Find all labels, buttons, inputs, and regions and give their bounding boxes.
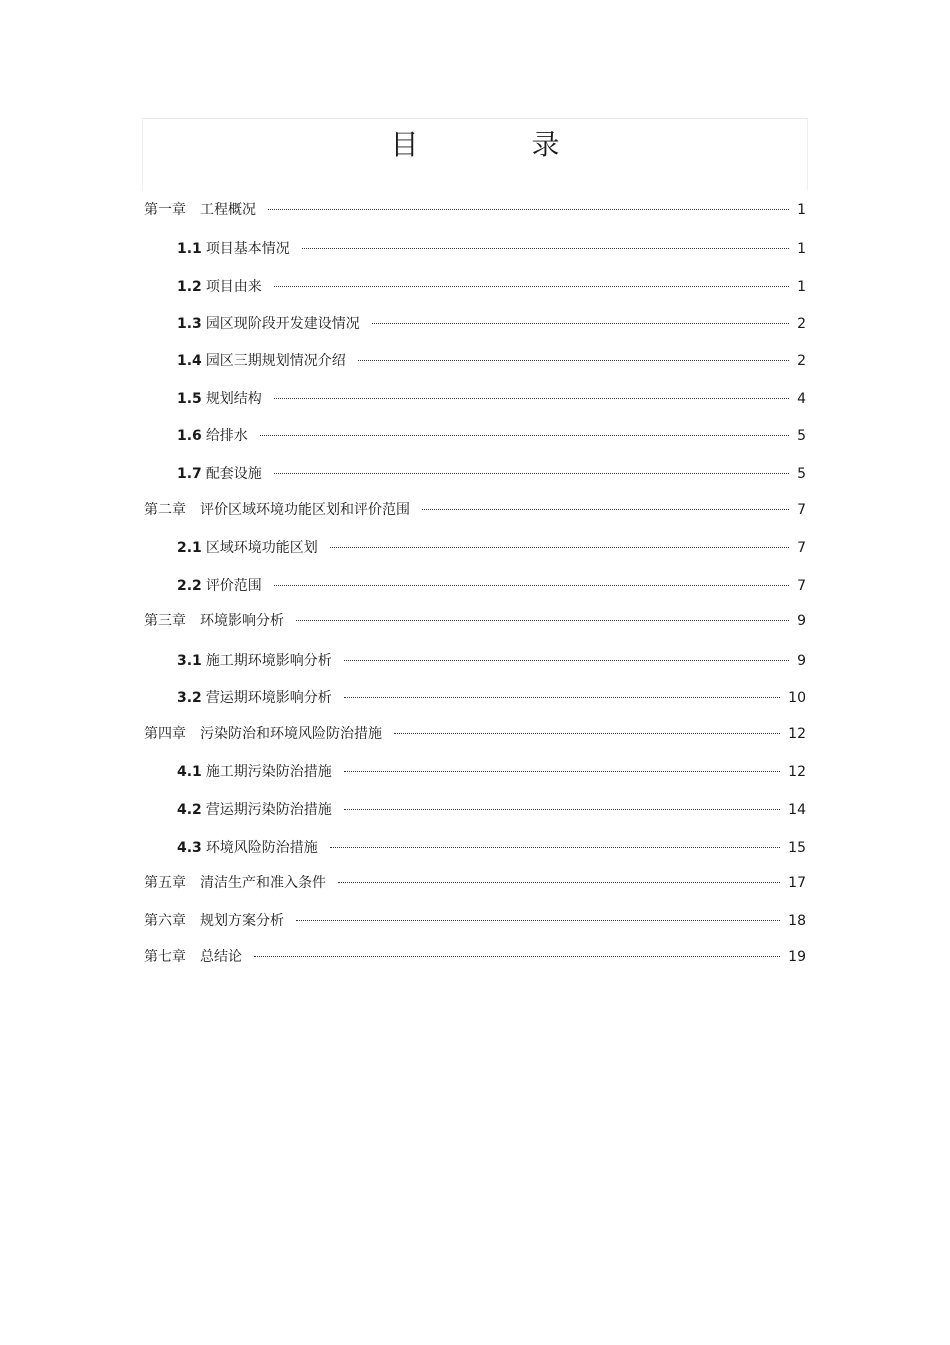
toc-section-row[interactable]: [177, 463, 806, 485]
toc-dot-leader: [330, 546, 789, 548]
toc-section-row[interactable]: [177, 313, 806, 335]
toc-dot-leader: [338, 881, 780, 883]
toc-dot-leader: [296, 919, 780, 921]
toc-chapter-row[interactable]: [144, 872, 806, 894]
toc-entry-label: 营运期污染防治措施: [205, 802, 332, 818]
toc-entry-label: 环境风险防治措施: [205, 840, 318, 856]
toc-dot-leader: [358, 359, 789, 361]
toc-dot-leader: [268, 208, 789, 210]
toc-entry-page: 9: [797, 613, 806, 629]
toc-entry-page: 18: [788, 913, 806, 929]
toc-entry-number: 1.7: [177, 466, 202, 482]
toc-entry-page: 4: [797, 391, 806, 407]
toc-entry-page: 7: [797, 578, 806, 594]
toc-entry-number: 第四章: [144, 726, 186, 742]
toc-entry-label: 区域环境功能区划: [205, 540, 318, 556]
toc-entry-page: 7: [797, 502, 806, 518]
toc-chapter-row[interactable]: [144, 499, 806, 521]
toc-dot-leader: [274, 584, 789, 586]
toc-dot-leader: [344, 808, 780, 810]
toc-dot-leader: [296, 619, 789, 621]
toc-entry-label: 园区现阶段开发建设情况: [205, 316, 360, 332]
toc-dot-leader: [302, 247, 789, 249]
toc-dot-leader: [274, 285, 789, 287]
toc-entry-label: 配套设施: [205, 466, 262, 482]
toc-entry-number: 4.2: [177, 802, 202, 818]
toc-chapter-row[interactable]: [144, 910, 806, 932]
toc-entry-label: 给排水: [205, 428, 248, 444]
toc-entry-label: 园区三期规划情况介绍: [205, 353, 346, 369]
toc-section-row[interactable]: [177, 388, 806, 410]
toc-dot-leader: [344, 770, 780, 772]
toc-entry-page: 14: [788, 802, 806, 818]
toc-entry-number: 1.2: [177, 279, 202, 295]
toc-chapter-row[interactable]: [144, 723, 806, 745]
toc-section-row[interactable]: [177, 575, 806, 597]
toc-entry-number: 第六章: [144, 913, 186, 929]
toc-entry-page: 5: [797, 428, 806, 444]
toc-chapter-row[interactable]: [144, 946, 806, 968]
toc-entry-page: 2: [797, 316, 806, 332]
toc-dot-leader: [344, 696, 780, 698]
toc-dot-leader: [394, 732, 780, 734]
toc-section-row[interactable]: [177, 276, 806, 298]
toc-entry-page: 15: [788, 840, 806, 856]
toc-section-row[interactable]: [177, 761, 806, 783]
toc-entry-page: 10: [788, 690, 806, 706]
toc-section-row[interactable]: [177, 238, 806, 260]
toc-entry-number: 1.1: [177, 241, 202, 257]
toc-section-row[interactable]: [177, 687, 806, 709]
toc-entry-number: 第三章: [144, 613, 186, 629]
toc-entry-number: 第七章: [144, 949, 186, 965]
toc-dot-leader: [330, 846, 780, 848]
toc-entry-number: 2.1: [177, 540, 202, 556]
toc-entry-number: 2.2: [177, 578, 202, 594]
page-title: 目 录: [390, 128, 612, 161]
toc-section-row[interactable]: [177, 350, 806, 372]
toc-section-row[interactable]: [177, 650, 806, 672]
toc-entry-label: 总结论: [200, 949, 242, 965]
toc-entry-number: 4.3: [177, 840, 202, 856]
toc-entry-label: 项目基本情况: [205, 241, 290, 257]
toc-entry-page: 7: [797, 540, 806, 556]
toc-dot-leader: [422, 508, 789, 510]
toc-entry-page: 1: [797, 279, 806, 295]
toc-entry-label: 项目由来: [205, 279, 262, 295]
toc-entry-number: 4.1: [177, 764, 202, 780]
toc-section-row[interactable]: [177, 537, 806, 559]
toc-entry-label: 施工期污染防治措施: [205, 764, 332, 780]
toc-entry-number: 1.3: [177, 316, 202, 332]
toc-entry-label: 规划结构: [205, 391, 262, 407]
toc-entry-number: 第五章: [144, 875, 186, 891]
toc-entry-page: 1: [797, 202, 806, 218]
toc-entry-label: 评价区域环境功能区划和评价范围: [200, 502, 410, 518]
toc-entry-number: 3.1: [177, 653, 202, 669]
toc-entry-page: 12: [788, 764, 806, 780]
toc-section-row[interactable]: [177, 837, 806, 859]
toc-entry-label: 工程概况: [200, 202, 256, 218]
toc-entry-label: 环境影响分析: [200, 613, 284, 629]
toc-entry-page: 2: [797, 353, 806, 369]
toc-entry-page: 17: [788, 875, 806, 891]
toc-entry-page: 5: [797, 466, 806, 482]
toc-dot-leader: [260, 434, 789, 436]
toc-entry-number: 第二章: [144, 502, 186, 518]
toc-dot-leader: [344, 659, 789, 661]
toc-dot-leader: [372, 322, 789, 324]
toc-chapter-row[interactable]: [144, 199, 806, 221]
toc-dot-leader: [274, 472, 789, 474]
toc-entry-label: 营运期环境影响分析: [205, 690, 332, 706]
toc-entry-page: 1: [797, 241, 806, 257]
toc-dot-leader: [254, 955, 780, 957]
toc-entry-number: 1.4: [177, 353, 202, 369]
toc-entry-page: 12: [788, 726, 806, 742]
toc-section-row[interactable]: [177, 799, 806, 821]
toc-entry-label: 施工期环境影响分析: [205, 653, 332, 669]
toc-entry-number: 1.6: [177, 428, 202, 444]
toc-entry-page: 19: [788, 949, 806, 965]
toc-chapter-row[interactable]: [144, 610, 806, 632]
toc-entry-number: 1.5: [177, 391, 202, 407]
toc-entry-label: 清洁生产和准入条件: [200, 875, 326, 891]
toc-entry-number: 第一章: [144, 202, 186, 218]
toc-entry-label: 污染防治和环境风险防治措施: [200, 726, 382, 742]
toc-section-row[interactable]: [177, 425, 806, 447]
toc-entry-page: 9: [797, 653, 806, 669]
toc-entry-label: 评价范围: [205, 578, 262, 594]
toc-dot-leader: [274, 397, 789, 399]
toc-entry-label: 规划方案分析: [200, 913, 284, 929]
toc-entry-number: 3.2: [177, 690, 202, 706]
